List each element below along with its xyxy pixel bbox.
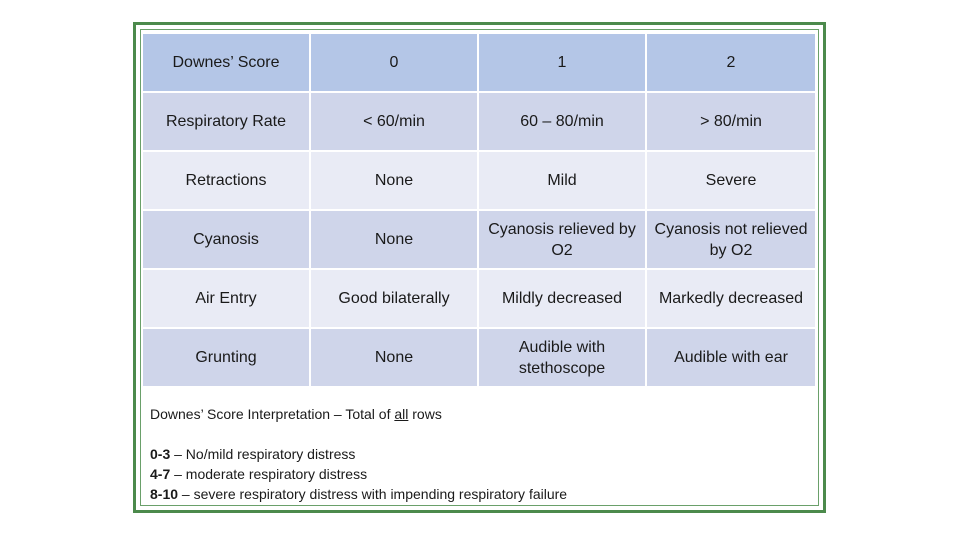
range-description: – No/mild respiratory distress [170, 446, 356, 462]
table-cell: 60 – 80/min [478, 92, 646, 151]
score-range: 4-7 [150, 466, 171, 482]
interpretation-heading [150, 404, 810, 424]
table-cell: Audible with stethoscope [478, 328, 646, 387]
table-row-respiratory-rate [142, 92, 816, 151]
interpretation-item [150, 484, 810, 504]
score-interpretation [150, 404, 810, 504]
table-cell: Severe [646, 151, 816, 210]
table-cell: Cyanosis not relieved by O2 [646, 210, 816, 269]
range-description: – severe respiratory distress with impending respiratory failure [178, 486, 568, 502]
row-label: Retractions [142, 151, 310, 210]
range-description: – moderate respiratory distress [170, 466, 368, 482]
table-cell: > 80/min [646, 92, 816, 151]
table-cell: None [310, 151, 478, 210]
table-header-row [142, 33, 816, 92]
table-row-grunting [142, 328, 816, 387]
heading-prefix: Downes’ Score Interpretation – Total of [150, 406, 395, 422]
table-cell: None [310, 210, 478, 269]
table-cell: Markedly decreased [646, 269, 816, 328]
downes-score-table [141, 32, 817, 388]
table-row-air-entry [142, 269, 816, 328]
score-range: 8-10 [150, 486, 179, 502]
header-cell-score-1: 1 [478, 33, 646, 92]
row-label: Cyanosis [142, 210, 310, 269]
table-cell: Mild [478, 151, 646, 210]
table-cell: None [310, 328, 478, 387]
row-label: Grunting [142, 328, 310, 387]
header-cell-criterion: Downes’ Score [142, 33, 310, 92]
table-cell: < 60/min [310, 92, 478, 151]
heading-underlined-word: all [394, 406, 409, 422]
table-row-cyanosis [142, 210, 816, 269]
table-cell: Audible with ear [646, 328, 816, 387]
interpretation-item [150, 444, 810, 464]
interpretation-item [150, 464, 810, 484]
header-cell-score-0: 0 [310, 33, 478, 92]
table-cell: Good bilaterally [310, 269, 478, 328]
heading-suffix: rows [408, 406, 442, 422]
table-cell: Mildly decreased [478, 269, 646, 328]
score-range: 0-3 [150, 446, 171, 462]
table-cell: Cyanosis relieved by O2 [478, 210, 646, 269]
header-cell-score-2: 2 [646, 33, 816, 92]
table-row-retractions [142, 151, 816, 210]
row-label: Air Entry [142, 269, 310, 328]
row-label: Respiratory Rate [142, 92, 310, 151]
